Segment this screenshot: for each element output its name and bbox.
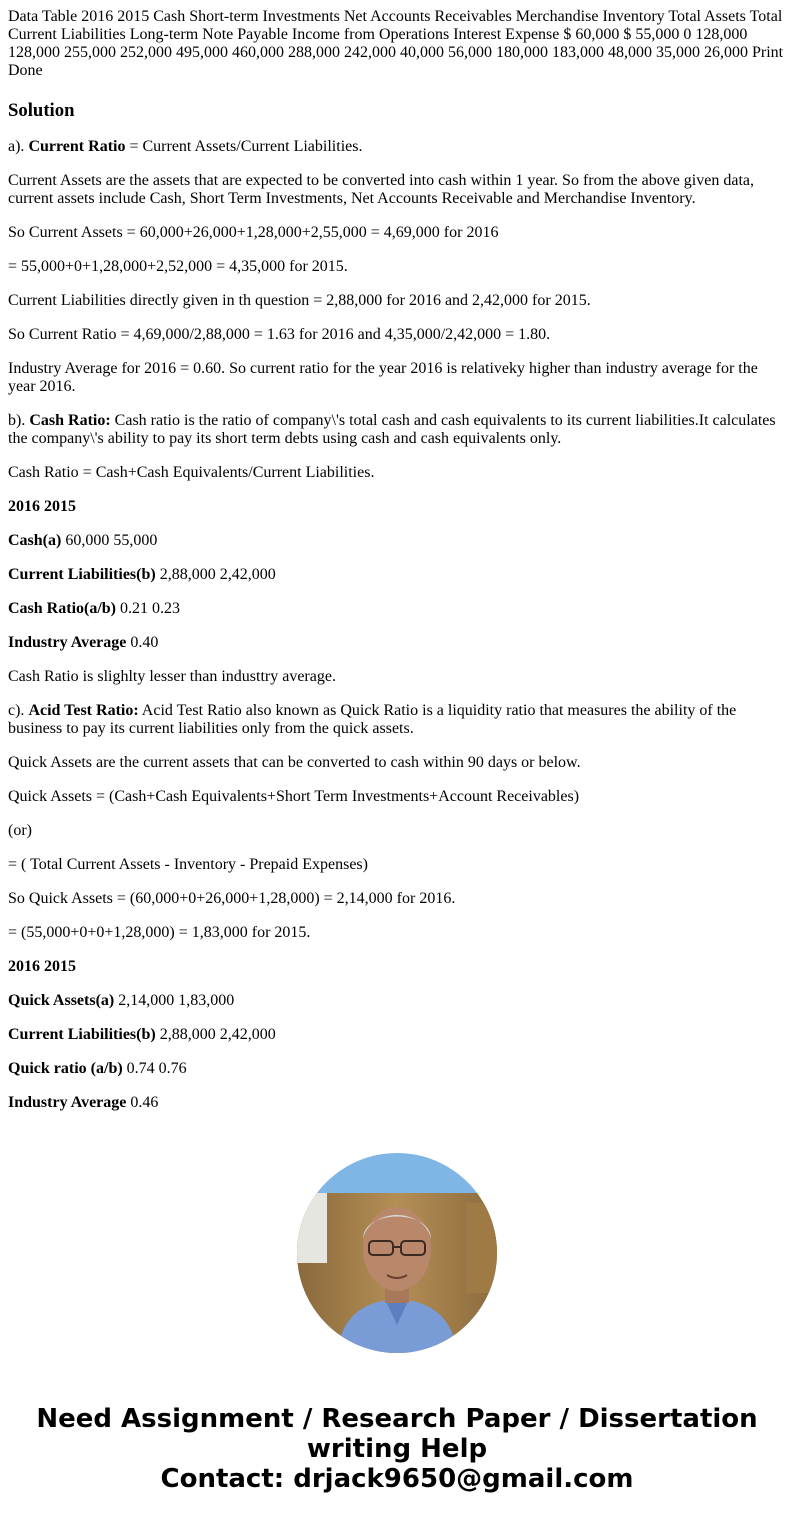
paragraph-text: = 55,000+0+1,28,000+2,52,000 = 4,35,000 for 2015. xyxy=(8,258,348,275)
solution-paragraph xyxy=(8,138,786,156)
paragraph-bold-label: Current Liabilities(b) xyxy=(8,1026,156,1043)
solution-heading: Solution xyxy=(8,100,75,121)
contact-banner-line3: Contact: drjack9650@gmail.com xyxy=(160,1464,634,1494)
paragraph-bold-label: Industry Average xyxy=(8,1094,127,1111)
paragraph-text: 0.46 xyxy=(126,1094,159,1111)
paragraph-text: 0.74 0.76 xyxy=(122,1060,187,1077)
solution-paragraph xyxy=(8,464,786,482)
solution-paragraph xyxy=(8,634,786,652)
solution-paragraph xyxy=(8,498,786,516)
paragraph-bold-label: Current Ratio xyxy=(28,138,126,155)
paragraph-prefix: b). xyxy=(8,412,30,429)
solution-paragraph xyxy=(8,992,786,1010)
paragraph-prefix: a). xyxy=(8,138,29,155)
solution-paragraph xyxy=(8,856,786,874)
paragraph-text: So Current Ratio = 4,69,000/2,88,000 = 1.63 for 2016 and 4,35,000/2,42,000 = 1.80. xyxy=(8,326,551,343)
solution-paragraph xyxy=(8,1060,786,1078)
paragraph-text: = ( Total Current Assets - Inventory - Prepaid Expenses) xyxy=(8,856,368,873)
paragraph-text: (or) xyxy=(8,822,32,839)
solution-paragraph xyxy=(8,958,786,976)
paragraph-bold-label: Current Liabilities(b) xyxy=(8,566,156,583)
solution-paragraph xyxy=(8,292,786,310)
paragraph-text: Quick Assets are the current assets that can be converted to cash within 90 days or below. xyxy=(8,754,581,771)
solution-paragraph xyxy=(8,532,786,550)
paragraph-text: 0.21 0.23 xyxy=(116,600,181,617)
solution-paragraph xyxy=(8,224,786,242)
paragraph-text: So Current Assets = 60,000+26,000+1,28,000+2,55,000 = 4,69,000 for 2016 xyxy=(8,224,499,241)
solution-paragraphs xyxy=(8,138,786,1112)
solution-paragraph xyxy=(8,788,786,806)
solution-paragraph xyxy=(8,360,786,396)
solution-paragraph xyxy=(8,566,786,584)
paragraph-bold-label: 2016 2015 xyxy=(8,958,76,975)
paragraph-bold-label: Industry Average xyxy=(8,634,127,651)
solution-paragraph xyxy=(8,600,786,618)
paragraph-text: 2,88,000 2,42,000 xyxy=(155,566,276,583)
paragraph-bold-label: Quick ratio (a/b) xyxy=(8,1060,123,1077)
paragraph-text: 0.40 xyxy=(126,634,159,651)
paragraph-text: Industry Average for 2016 = 0.60. So current ratio for the year 2016 is relativeky higher than industry average for the year 2016. xyxy=(8,360,758,395)
paragraph-bold-label: Cash(a) xyxy=(8,532,62,549)
solution-paragraph xyxy=(8,1026,786,1044)
contact-banner xyxy=(0,1404,794,1494)
author-portrait-image xyxy=(297,1153,497,1353)
paragraph-text: Cash Ratio is slighlty lesser than industtry average. xyxy=(8,668,336,685)
solution-paragraph xyxy=(8,822,786,840)
contact-banner-line1: Need Assignment / Research Paper / Dissertation xyxy=(36,1404,758,1434)
paragraph-prefix: c). xyxy=(8,702,29,719)
solution-paragraph xyxy=(8,326,786,344)
data-table-text: Data Table 2016 2015 Cash Short-term Investments Net Accounts Receivables Merchandise Inventory Total Assets Total Current Liabilities Long-term Note Payable Income from Operations Interest Expense $ 60,000 $ 55,000 0 128,000 128,000 255,000 252,000 495,000 460,000 288,000 242,000 40,000 56,000 180,000 183,000 48,000 35,000 26,000 Print Done xyxy=(8,8,784,79)
author-photo xyxy=(297,1153,497,1353)
paragraph-text: Current Liabilities directly given in th question = 2,88,000 for 2016 and 2,42,000 for 2015. xyxy=(8,292,591,309)
solution-paragraph xyxy=(8,172,786,208)
paragraph-text: So Quick Assets = (60,000+0+26,000+1,28,000) = 2,14,000 for 2016. xyxy=(8,890,456,907)
paragraph-text: 60,000 55,000 xyxy=(61,532,158,549)
paragraph-text: 2,88,000 2,42,000 xyxy=(155,1026,276,1043)
solution-paragraph xyxy=(8,702,786,738)
paragraph-bold-label: Cash Ratio(a/b) xyxy=(8,600,117,617)
paragraph-text: 2,14,000 1,83,000 xyxy=(114,992,235,1009)
paragraph-bold-label: Quick Assets(a) xyxy=(8,992,115,1009)
paragraph-text: = (55,000+0+0+1,28,000) = 1,83,000 for 2015. xyxy=(8,924,311,941)
paragraph-text: Quick Assets = (Cash+Cash Equivalents+Short Term Investments+Account Receivables) xyxy=(8,788,580,805)
solution-paragraph xyxy=(8,754,786,772)
paragraph-text: Acid Test Ratio also known as Quick Ratio is a liquidity ratio that measures the ability of the business to pay its current liabilities only from the quick assets. xyxy=(8,702,737,737)
paragraph-bold-label: 2016 2015 xyxy=(8,498,76,515)
contact-banner-line2: writing Help xyxy=(306,1434,488,1464)
solution-paragraph xyxy=(8,668,786,686)
paragraph-text: Cash ratio is the ratio of company\'s total cash and cash equivalents to its current liabilities.It calculates the company\'s ability to pay its short term debts using cash and cash equivalents only. xyxy=(8,412,776,447)
solution-paragraph xyxy=(8,258,786,276)
solution-paragraph xyxy=(8,924,786,942)
paragraph-text: Current Assets are the assets that are expected to be converted into cash within 1 year. So from the above given data, current assets include Cash, Short Term Investments, Net Accounts Receivable and Merchandise Inventory. xyxy=(8,172,754,207)
solution-paragraph xyxy=(8,412,786,448)
paragraph-bold-label: Cash Ratio: xyxy=(29,412,111,429)
paragraph-text: Cash Ratio = Cash+Cash Equivalents/Current Liabilities. xyxy=(8,464,375,481)
solution-paragraph xyxy=(8,890,786,908)
paragraph-bold-label: Acid Test Ratio: xyxy=(28,702,139,719)
solution-paragraph xyxy=(8,1094,786,1112)
paragraph-text: = Current Assets/Current Liabilities. xyxy=(125,138,363,155)
